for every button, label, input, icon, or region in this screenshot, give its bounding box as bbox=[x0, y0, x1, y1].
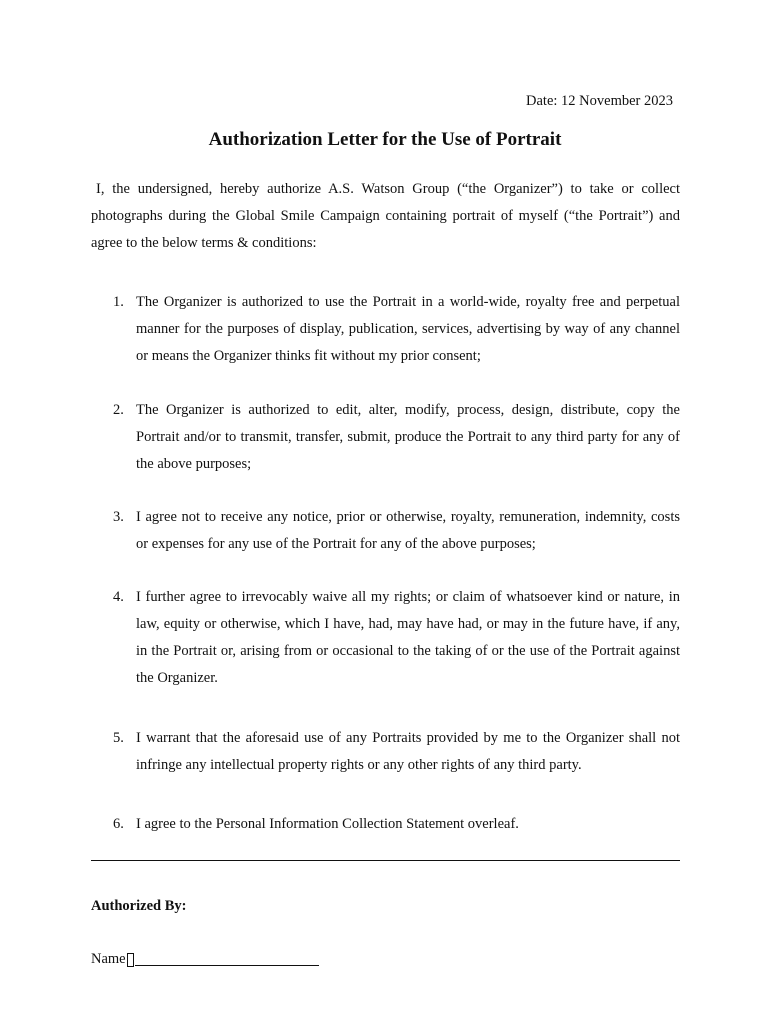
term-item bbox=[91, 725, 680, 779]
name-field-row bbox=[91, 951, 319, 968]
term-text: I further agree to irrevocably waive all my rights; or claim of whatsoever kind or nature, in law, equity or otherwise, which I have, had, may have had, or may in the future have, if any, in the Portrait or, arising from or occasional to the taking of or the use of the Portrait against the Organizer. bbox=[136, 589, 680, 686]
term-text: I agree not to receive any notice, prior or otherwise, royalty, remuneration, indemnity, costs or expenses for any use of the Portrait for any of the above purposes; bbox=[136, 509, 680, 552]
name-signature-line[interactable] bbox=[135, 951, 319, 966]
page-title: Authorization Letter for the Use of Portrait bbox=[208, 129, 562, 150]
term-item bbox=[91, 584, 680, 692]
term-item bbox=[91, 811, 680, 838]
term-number: 1. bbox=[113, 294, 124, 310]
term-number: 5. bbox=[113, 730, 124, 746]
term-item bbox=[91, 289, 680, 370]
letter-date: Date: 12 November 2023 bbox=[526, 93, 673, 109]
term-item bbox=[91, 504, 680, 558]
term-item bbox=[91, 397, 680, 478]
term-number: 3. bbox=[113, 509, 124, 525]
term-text: The Organizer is authorized to use the Portrait in a world-wide, royalty free and perpetual manner for the purposes of display, publication, services, advertising by way of any channel or means the Organizer thinks fit without my prior consent; bbox=[136, 294, 680, 364]
term-number: 2. bbox=[113, 402, 124, 418]
term-number: 4. bbox=[113, 589, 124, 605]
name-label: Name bbox=[91, 951, 126, 967]
authorized-by-label: Authorized By: bbox=[91, 898, 187, 914]
divider bbox=[91, 860, 680, 861]
term-number: 6. bbox=[113, 816, 124, 832]
term-text: I agree to the Personal Information Collection Statement overleaf. bbox=[136, 816, 519, 832]
term-text: The Organizer is authorized to edit, alter, modify, process, design, distribute, copy the Portrait and/or to transmit, transfer, submit, produce the Portrait to any third party for any of the above purposes; bbox=[136, 402, 680, 472]
placeholder-box-icon bbox=[127, 953, 134, 967]
intro-paragraph: I, the undersigned, hereby authorize A.S. Watson Group (“the Organizer”) to take or collect photographs during the Global Smile Campaign containing portrait of myself (“the Portrait”) and agree to the below terms & conditions: bbox=[91, 181, 680, 251]
term-text: I warrant that the aforesaid use of any Portraits provided by me to the Organizer shall not infringe any intellectual property rights or any other rights of any third party. bbox=[136, 730, 680, 773]
